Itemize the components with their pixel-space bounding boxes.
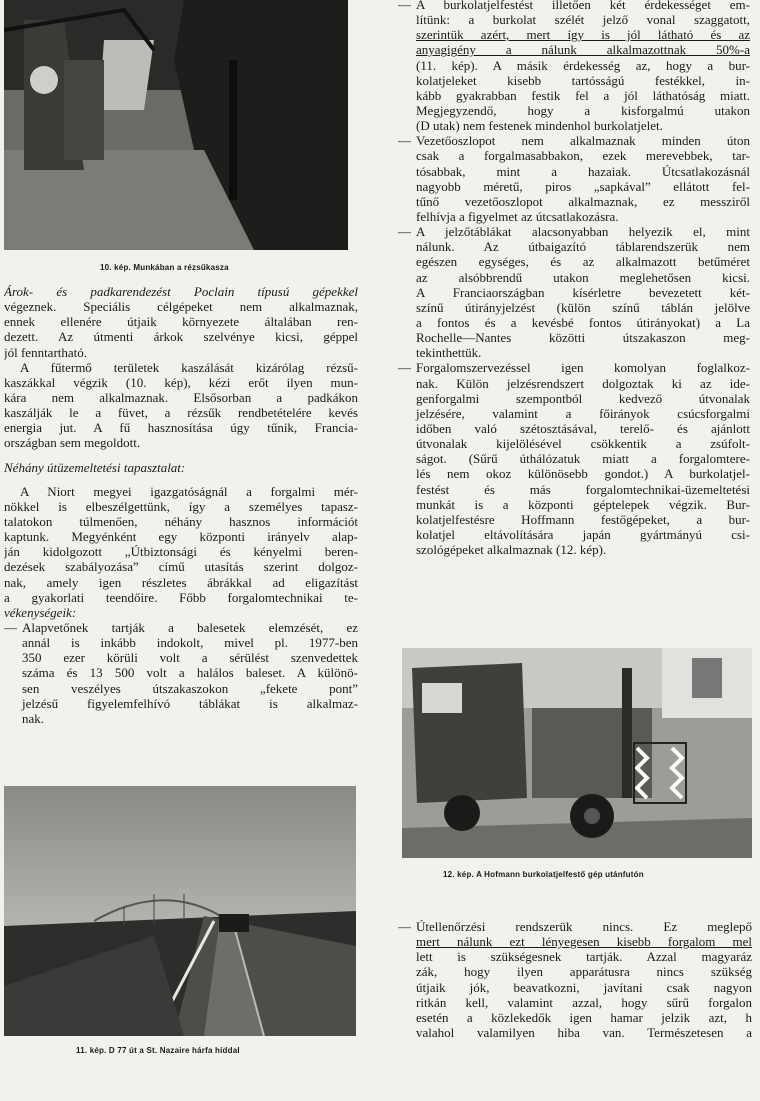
text-line: dezések szabályozása” című utasítás szerint dolgoz- <box>4 559 358 575</box>
text-line: A Franciaországban kísérletre bevezetett két- <box>416 284 750 300</box>
paragraph-ditch <box>4 284 358 360</box>
text-line: kára nem alkalmaznak. Elsősorban a padkákon <box>4 389 358 405</box>
text-line: — A burkolatjelfestést illetően két érdekességet em- <box>398 0 750 12</box>
right-column-lower <box>398 919 752 1040</box>
text-line: — Alapvetőnek tartják a balesetek elemzését, ez <box>4 620 358 635</box>
text-line: egészen egységes, és az alkalmazott betűméret <box>416 254 750 270</box>
text-line: ennek ellenére útjaik környezete általában ren- <box>4 314 358 330</box>
text-line: tekinthettük. <box>416 345 482 361</box>
text-line: lítünk: a burkolat szélét jelző vonal szaggatott, <box>416 12 750 28</box>
text-line: nak. <box>22 710 45 726</box>
text-line: jelzésű figyelemfelhívó táblákat is alkalmaz- <box>22 695 358 711</box>
text-line: tűnő vezetőoszlopot alkalmaznak, ez messziről <box>416 193 750 209</box>
text-line: útvonalak kijelölésével csökkentik a zsúfolt- <box>416 436 750 452</box>
text-line: — Forgalomszervezéssel igen komolyan foglalkoz- <box>398 360 750 375</box>
list-item-road-marking <box>398 0 750 133</box>
list-item-road-inspection <box>398 919 752 1040</box>
text-line: 350 ezer körüli volt a sérülést szenvedettek <box>22 650 358 666</box>
list-item-accidents <box>4 620 358 726</box>
text-line: annál is inkább indokolt, mivel pl. 1977-ben <box>22 635 358 651</box>
photo-caption: 11. kép. D 77 út a St. Nazaire hárfa híddal <box>76 1046 240 1055</box>
text-line: a gyakorlati teendőire. Főbb forgalomtechnikai te- <box>4 589 358 605</box>
text-line: útjaik jók, beavatkozni, javítani csak nagyon <box>416 979 752 995</box>
text-line: csak a forgalmasabbakon, ezek merevebbek, tar- <box>416 148 750 164</box>
text-line: lett is szükségesnek tartják. Azzal magyaráz <box>416 949 752 965</box>
list-item-guide-posts <box>398 133 750 224</box>
text-line: kolatjeleket kisebb tartósságú festékkel, in- <box>416 72 750 88</box>
text-line: vékenységeik: <box>4 604 77 620</box>
text-line: — A jelzőtáblákat alacsonyabban helyezik el, mint <box>398 224 750 239</box>
text-line: színű útirányjelzést (külön színű táblán jelölve <box>416 299 750 315</box>
list-item-signs <box>398 224 750 360</box>
text-line: szológépeket alkalmaznak (12. kép). <box>416 542 607 558</box>
text-line: A fűtermő területek kaszálását kizárólag rézsű- <box>20 359 358 375</box>
paragraph-mowing <box>4 360 358 451</box>
text-line: dezett. Az útmenti árkok szelvénye kicsi, géppel <box>4 329 358 345</box>
text-line: Rochelle—Nantes közötti útszakaszon meg- <box>416 330 750 346</box>
text-line: száma és 13 500 volt a halálos baleset. A különö- <box>22 665 358 681</box>
text-line: — Útellenőrzési rendszerük nincs. Ez meglepő <box>398 919 752 934</box>
text-line: kaptunk. Megyénként egy központi irányelv alap- <box>4 529 358 545</box>
text-line: szerintük azért, mert így is jól látható és az <box>416 27 750 43</box>
text-line: festést és más forgalomtechnikai-üzemeltetési <box>416 481 750 497</box>
text-line: kolatjel eltávolítására japán gyártmányú csi- <box>416 526 750 542</box>
right-column-upper <box>398 0 750 557</box>
text-line: jelzésére, valamint a főirányok csúcsforgalmi <box>416 405 750 421</box>
text-line: kább gyakrabban festik fel a jól láthatóság miatt. <box>416 87 750 103</box>
text-line: az alsóbbrendű utakon meglehetősen kicsi. <box>416 269 750 285</box>
photo-caption: 12. kép. A Hofmann burkolatjelfestő gép utánfutón <box>443 870 644 879</box>
text-line: esetén a közlekedők igen hamar jelzik azt, h <box>416 1009 752 1025</box>
left-column <box>4 284 358 726</box>
photo-mowing <box>4 0 348 250</box>
paragraph-niort <box>4 484 358 620</box>
text-line: — Vezetőoszlopot nem alkalmaznak minden úton <box>398 133 750 148</box>
text-line: nak, amely igen részletes ábrákkal ad eligazítást <box>4 574 358 590</box>
text-line: sen veszélyes útszakaszokon „fekete pont” <box>22 680 358 696</box>
text-line: jól fenntartható. <box>4 344 88 360</box>
text-line: A Niort megyei igazgatóságnál a forgalmi mér- <box>20 483 358 499</box>
text-line: kaszákkal végzik (10. kép), kézi erőt ilyen mun- <box>4 374 358 390</box>
text-line: lés nem okoz különösebb gondot.) A burkolatjel- <box>416 466 750 482</box>
text-line: Árok- és padkarendezést Poclain típusú gépekkel <box>4 284 358 299</box>
text-line: ján kidolgozott „Útbiztonsági és kényelmi beren- <box>4 544 358 560</box>
text-line: energia jut. A fű hasznosítása úgy tűnik, Francia- <box>4 420 358 436</box>
text-line: nálunk. Az útbaigazító táblarendszerük nem <box>416 239 750 255</box>
text-line: anyagigény a nálunk alkalmazottnak 50%-a <box>416 42 750 58</box>
photo-bridge-road <box>4 786 356 1036</box>
photo-caption: 10. kép. Munkában a rézsűkasza <box>100 263 229 272</box>
text-line: kaszálják le a füvet, a rézsűk rendbetételére kevés <box>4 405 358 421</box>
text-line: tósabbak, mint a hazaiak. Útcsatlakozásnál <box>416 163 750 179</box>
text-line: genforgalmi szempontból kedvező útvonalak <box>416 390 750 406</box>
text-line: kolatjelfestésre Hoffmann festőgépeket, a bur- <box>416 511 750 527</box>
section-heading: Néhány útüzemeltetési tapasztalat: <box>4 459 186 475</box>
text-line: ritkán kell, valamint azzal, hogy sűrű forgalon <box>416 994 752 1010</box>
text-line: felhívja a figyelmet az útcsatlakozásra. <box>416 208 619 224</box>
list-item-traffic-org <box>398 360 750 557</box>
text-line: ságot. (Sűrű úthálózatuk miatt a forgalomtere- <box>416 451 750 467</box>
text-line: országban sem megoldott. <box>4 435 141 451</box>
text-line: (11. kép). A másik érdekesség az, hogy a bur- <box>416 57 750 73</box>
text-line: végeznek. Speciális célgépeket nem alkalmaznak, <box>4 299 358 315</box>
text-line: valahol valamilyen hiba van. Természetesen a <box>416 1024 752 1040</box>
text-line: Megjegyzendő, hogy a kisforgalmú utakon <box>416 102 750 118</box>
text-line: zák, hogy ilyen apparátusra nincs szükség <box>416 964 752 980</box>
text-line: a fontos és a kevésbé fontos útirányokat) a La <box>416 314 750 330</box>
text-line: (D utak) nem festenek mindenhol burkolatjelet. <box>416 118 663 134</box>
text-line: mert nálunk ezt lényegesen kisebb forgalom mel <box>416 934 752 950</box>
text-line: munkát is a központi géptelepek végzik. Bur- <box>416 496 750 512</box>
photo-marking-machine <box>402 648 752 858</box>
text-line: talatokon túlmenően, néhány hasznos információt <box>4 513 358 529</box>
text-line: nökkel is elbeszélgettünk, így a személyes tapasz- <box>4 498 358 514</box>
text-line: időben való szétosztásával, terelő- és ajánlott <box>416 420 750 436</box>
text-line: nak. Külön jelzésrendszert dolgoztak ki az ide- <box>416 375 750 391</box>
text-line: nagyobb méretű, piros „sapkával” ellátott fel- <box>416 178 750 194</box>
